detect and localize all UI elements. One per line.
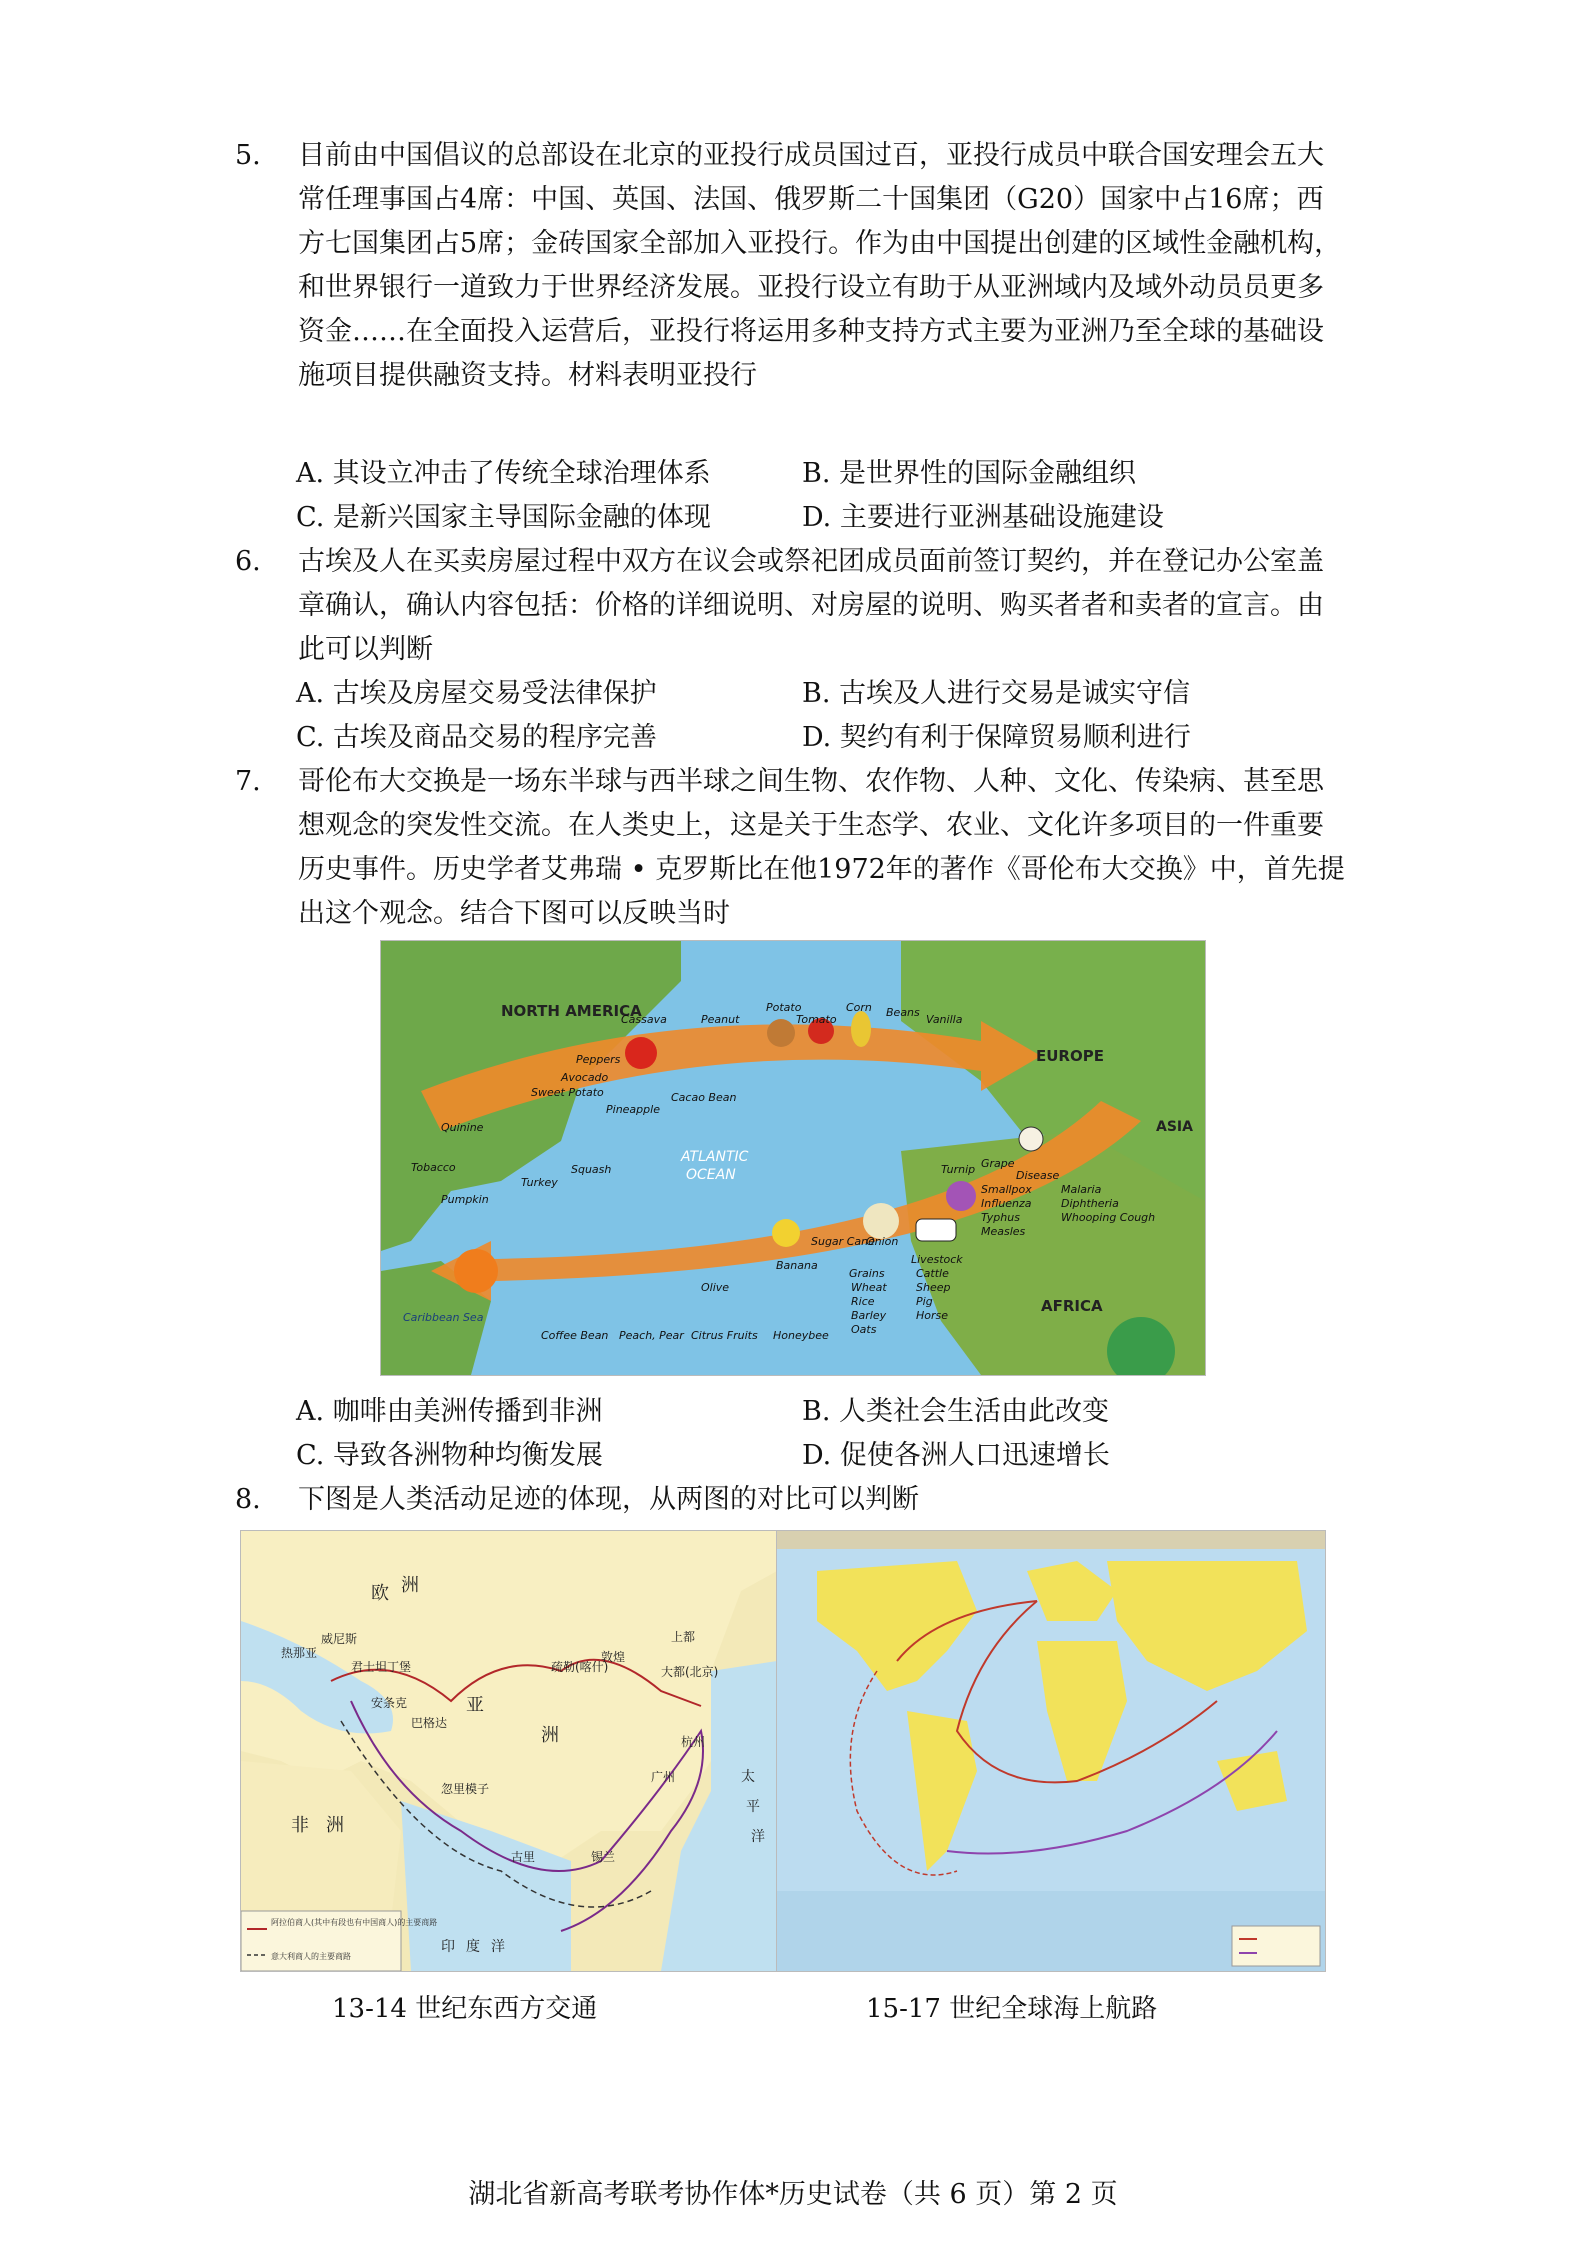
crop-label: Olive — [701, 1281, 730, 1294]
banana-icon — [772, 1219, 800, 1247]
legend-label: 阿拉伯商人(其中有段也有中国商人)的主要商路 — [271, 1918, 438, 1927]
map-legend — [1232, 1926, 1320, 1966]
map-label: 度 — [466, 1939, 480, 1955]
option-d[interactable]: D. 主要进行亚洲基础设施建设 — [802, 502, 1164, 533]
option-b[interactable]: B. 是世界性的国际金融组织 — [802, 458, 1137, 489]
crop-label: Corn — [846, 1001, 872, 1014]
map-label: 广州 — [651, 1770, 676, 1784]
map-label: 洲 — [541, 1725, 559, 1746]
crop-label: Sugar Cane — [811, 1235, 875, 1248]
asia-land — [1107, 1561, 1307, 1691]
map-header-bar — [777, 1531, 1325, 1549]
grains-title: Grains — [849, 1267, 885, 1280]
map-label: 洋 — [491, 1939, 505, 1955]
crop-label: Coffee Bean — [541, 1329, 609, 1342]
map-label: 洋 — [751, 1829, 765, 1845]
option-a[interactable]: A. 咖啡由美洲传播到非洲 — [296, 1396, 603, 1427]
map-label: 疏勒(喀什) — [551, 1660, 609, 1674]
option-b[interactable]: B. 人类社会生活由此改变 — [802, 1396, 1110, 1427]
livestock-item: Pig — [916, 1295, 933, 1308]
global-sea-routes-map — [776, 1530, 1326, 1972]
crop-label: Squash — [571, 1163, 612, 1176]
map-label: 敦煌 — [601, 1650, 626, 1664]
map-label: 欧 — [371, 1583, 389, 1604]
tomato-icon — [625, 1037, 657, 1069]
crop-label: Potato — [766, 1001, 802, 1014]
question-number: 7. — [235, 766, 261, 797]
grain-item: Rice — [851, 1295, 875, 1308]
europe-land — [1027, 1561, 1117, 1621]
grain-item: Wheat — [851, 1281, 887, 1294]
continent-label: ASIA — [1156, 1119, 1193, 1135]
crop-label: Banana — [776, 1259, 818, 1272]
map-label: 太 — [741, 1769, 755, 1785]
south-america-land — [907, 1711, 977, 1871]
map-label: 洲 — [326, 1815, 344, 1836]
option-c[interactable]: C. 古埃及商品交易的程序完善 — [296, 722, 657, 753]
crop-label: Grape — [981, 1157, 1015, 1170]
ocean-label: ATLANTIC — [681, 1149, 749, 1165]
crop-label: Cacao Bean — [671, 1091, 737, 1104]
turnip-icon — [946, 1181, 976, 1211]
continent-label: NORTH AMERICA — [501, 1002, 642, 1020]
north-america-land — [817, 1561, 977, 1691]
grain-item: Oats — [851, 1323, 877, 1336]
livestock-title: Livestock — [911, 1253, 963, 1266]
question-number: 5. — [235, 140, 261, 171]
left-map-caption: 13-14 世纪东西方交通 — [332, 1994, 598, 2024]
crop-label: Peppers — [576, 1053, 621, 1066]
potato-icon — [767, 1019, 795, 1047]
page-footer: 湖北省新高考联考协作体*历史试卷（共 6 页）第 2 页 — [468, 2179, 1118, 2210]
map-label: 印 — [441, 1939, 455, 1955]
map-label: 君士坦丁堡 — [351, 1660, 412, 1674]
disease-item: Malaria — [1061, 1183, 1102, 1196]
disease-item: Whooping Cough — [1061, 1211, 1156, 1224]
map-label: 非 — [291, 1815, 309, 1836]
map-label: 古里 — [511, 1850, 536, 1864]
crop-label: Vanilla — [926, 1013, 963, 1026]
map-label: 安条克 — [371, 1696, 408, 1710]
question-stem: 下图是人类活动足迹的体现，从两图的对比可以判断 — [298, 1484, 919, 1515]
corn-icon — [851, 1011, 871, 1047]
map-label: 上都 — [671, 1630, 696, 1644]
disease-item: Diphtheria — [1061, 1197, 1119, 1210]
crop-label: Turnip — [941, 1163, 976, 1176]
crop-label: Quinine — [441, 1121, 484, 1134]
east-west-map-svg — [241, 1531, 777, 1971]
australia-land — [1217, 1751, 1287, 1811]
crop-label: Tomato — [796, 1013, 837, 1026]
ocean-label: OCEAN — [686, 1167, 736, 1183]
option-b[interactable]: B. 古埃及人进行交易是诚实守信 — [802, 678, 1191, 709]
map-label: 亚 — [466, 1695, 484, 1716]
question-6 — [235, 540, 1350, 672]
sea-route — [947, 1731, 1277, 1854]
continent-label: AFRICA — [1041, 1297, 1103, 1315]
question-6-options — [296, 672, 1356, 760]
crop-label: Avocado — [561, 1071, 609, 1084]
crop-label: Turkey — [521, 1176, 558, 1189]
crop-label: Pineapple — [606, 1103, 660, 1116]
livestock-item: Sheep — [916, 1281, 951, 1294]
right-map-caption: 15-17 世纪全球海上航路 — [866, 1994, 1158, 2024]
option-d[interactable]: D. 契约有利于保障贸易顺利进行 — [802, 722, 1191, 753]
map-label: 忽里模子 — [441, 1782, 490, 1796]
grain-item: Barley — [851, 1309, 887, 1322]
livestock-item: Cattle — [916, 1267, 949, 1280]
map-label: 巴格达 — [411, 1716, 448, 1730]
crop-label: Onion — [866, 1235, 899, 1248]
question-stem: 古埃及人在买卖房屋过程中双方在议会或祭祀团成员面前签订契约，并在登记办公室盖章确认，确认内容包括：价格的详细说明、对房屋的说明、购买者者和卖者的宣言。由此可以判断 — [298, 546, 1324, 665]
sea-label: Caribbean Sea — [403, 1311, 484, 1324]
map-label: 平 — [746, 1799, 760, 1815]
legend-label: 意大利商人的主要商路 — [271, 1952, 351, 1961]
crop-label: Peach, Pear — [619, 1329, 684, 1342]
option-c[interactable]: C. 是新兴国家主导国际金融的体现 — [296, 502, 711, 533]
crop-label: Cassava — [621, 1013, 667, 1026]
disease-item: Measles — [981, 1225, 1026, 1238]
question-number: 6. — [235, 546, 261, 577]
crop-label: Beans — [886, 1006, 920, 1019]
onion-icon — [863, 1203, 899, 1239]
exchange-map-svg — [381, 941, 1205, 1375]
crop-label: Sweet Potato — [531, 1086, 604, 1099]
disease-title: Disease — [1016, 1169, 1060, 1182]
question-5-options — [296, 452, 1356, 540]
africa-land — [1037, 1641, 1127, 1781]
grains-list — [849, 1267, 887, 1336]
map-label: 大都(北京) — [661, 1665, 719, 1679]
question-5 — [235, 134, 1350, 398]
question-stem: 哥伦布大交换是一场东半球与西半球之间生物、农作物、人种、文化、传染病、甚至思想观念的突发性交流。在人类史上，这是关于生态学、农业、文化许多项目的一件重要历史事件。历史学者艾弗瑞 • 克罗斯比在他1972年的著作《哥伦布大交换》中，首先提出这个观念。结合下图可以反映当时 — [298, 766, 1345, 929]
map-label: 威尼斯 — [321, 1632, 358, 1646]
crop-label: Peanut — [701, 1013, 740, 1026]
disease-item: Typhus — [981, 1211, 1020, 1224]
question-stem: 目前由中国倡议的总部设在北京的亚投行成员国过百，亚投行成员中联合国安理会五大常任理事国占4席：中国、英国、法国、俄罗斯二十国集团（G20）国家中占16席；西方七国集团占5席；金砖国家全部加入亚投行。作为由中国提出创建的区域性金融机构，和世界银行一道致力于世界经济发展。亚投行设立有助于从亚洲域内及域外动员员更多资金……在全面投入运营后，亚投行将运用多种支持方式主要为亚洲乃至全球的基础设施项目提供融资支持。材料表明亚投行 — [298, 140, 1342, 391]
map-label: 洲 — [401, 1575, 419, 1596]
livestock-item: Horse — [916, 1309, 949, 1322]
map-label: 锡兰 — [591, 1850, 616, 1864]
columbian-exchange-map — [380, 940, 1206, 1376]
skull-icon — [1019, 1127, 1043, 1151]
crop-label: Honeybee — [773, 1329, 829, 1342]
crop-label: Tobacco — [411, 1161, 456, 1174]
global-map-svg — [777, 1531, 1325, 1971]
option-a[interactable]: A. 其设立冲击了传统全球治理体系 — [296, 458, 711, 489]
option-d[interactable]: D. 促使各洲人口迅速增长 — [802, 1440, 1110, 1471]
cow-icon — [916, 1219, 956, 1241]
disease-item: Smallpox — [981, 1183, 1032, 1196]
crop-label: Citrus Fruits — [691, 1329, 758, 1342]
disease-item: Influenza — [981, 1197, 1032, 1210]
map-label: 热那亚 — [281, 1646, 318, 1660]
question-7-options — [296, 1390, 1356, 1478]
pumpkin-icon — [454, 1249, 498, 1293]
east-west-routes-map — [240, 1530, 778, 1972]
option-c[interactable]: C. 导致各洲物种均衡发展 — [296, 1440, 603, 1471]
continent-label: EUROPE — [1036, 1047, 1104, 1065]
map-label: 杭州 — [681, 1735, 706, 1749]
question-8 — [235, 1478, 1350, 1522]
crop-label: Pumpkin — [441, 1193, 489, 1206]
option-a[interactable]: A. 古埃及房屋交易受法律保护 — [296, 678, 657, 709]
question-number: 8. — [235, 1484, 261, 1515]
question-7 — [235, 760, 1350, 936]
